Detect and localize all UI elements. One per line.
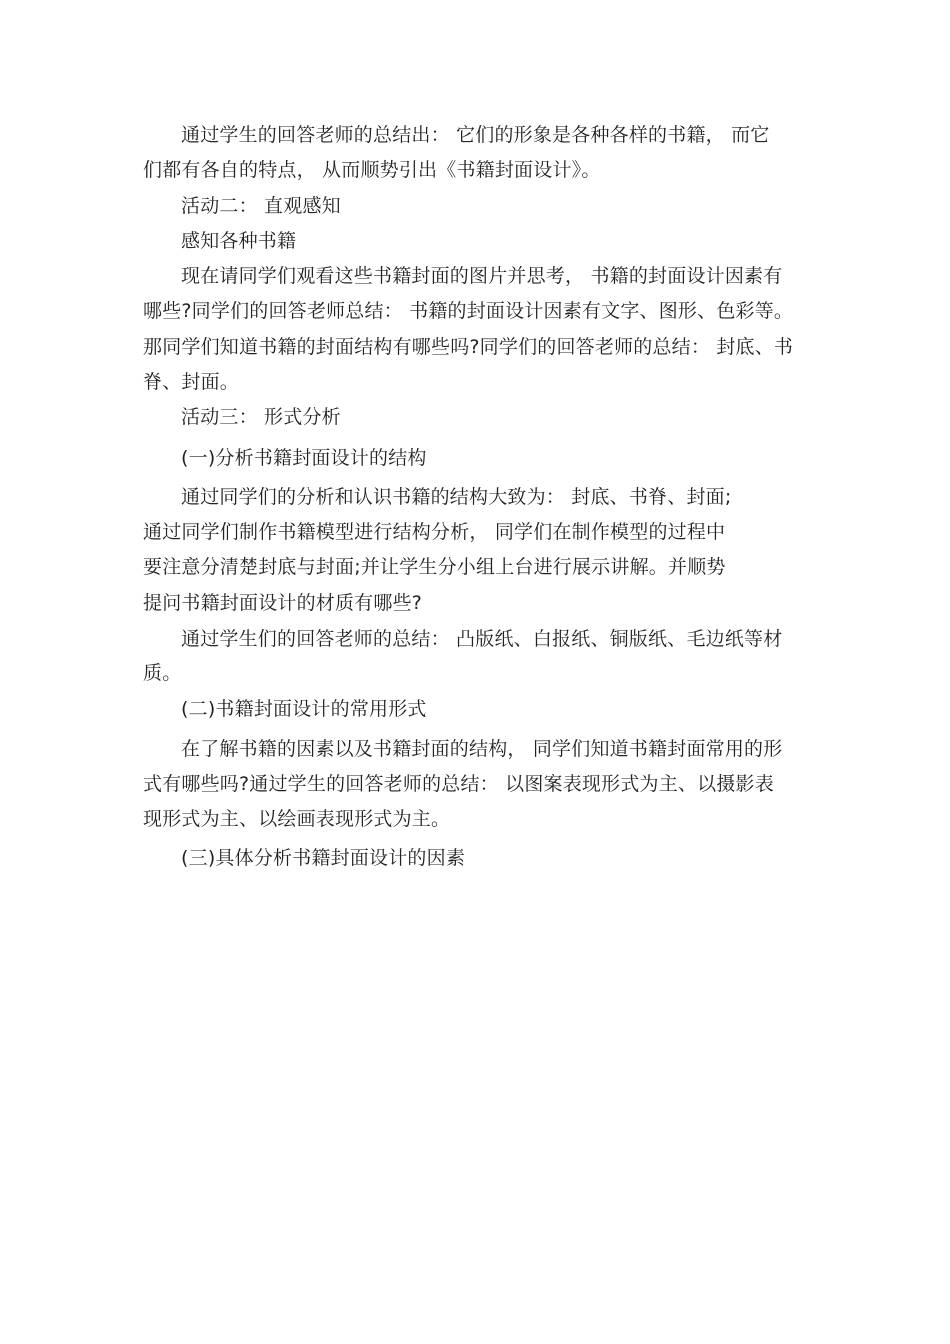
subheading: (二)书籍封面设计的常用形式	[181, 698, 427, 720]
text-line: 通过同学们制作书籍模型进行结构分析， 同学们在制作模型的过程中	[143, 521, 726, 543]
text-line: 那同学们知道书籍的封面结构有哪些吗?同学们的回答老师的总结： 封底、书	[143, 336, 794, 358]
section-heading: 活动二： 直观感知	[181, 195, 341, 217]
text-line: 们都有各自的特点， 从而顺势引出《书籍封面设计》。	[143, 159, 601, 181]
text-line: 现在请同学们观看这些书籍封面的图片并思考， 书籍的封面设计因素有	[181, 265, 783, 287]
subheading: (一)分析书籍封面设计的结构	[181, 447, 427, 469]
text-line: 要注意分清楚封底与封面;并让学生分小组上台进行展示讲解。并顺势	[143, 556, 726, 578]
text-line: 通过学生们的回答老师的总结： 凸版纸、白报纸、铜版纸、毛边纸等材	[181, 628, 783, 650]
text-line: 通过学生的回答老师的总结出： 它们的形象是各种各样的书籍， 而它	[181, 124, 770, 146]
section-heading: 活动三： 形式分析	[181, 406, 341, 428]
text-line: 在了解书籍的因素以及书籍封面的结构， 同学们知道书籍封面常用的形	[181, 738, 783, 760]
text-line: 哪些?同学们的回答老师总结： 书籍的封面设计因素有文字、图形、色彩等。	[143, 300, 794, 322]
text-line: 脊、封面。	[143, 371, 240, 393]
text-line: 提问书籍封面设计的材质有哪些?	[143, 592, 423, 614]
subheading: 感知各种书籍	[181, 230, 297, 252]
text-line: 质。	[143, 662, 182, 684]
text-line: 现形式为主、以绘画表现形式为主。	[143, 808, 451, 830]
subheading: (三)具体分析书籍封面设计的因素	[181, 847, 466, 869]
text-line: 式有哪些吗?通过学生的回答老师的总结： 以图案表现形式为主、以摄影表	[143, 773, 774, 795]
text-line: 通过同学们的分析和认识书籍的结构大致为： 封底、书脊、封面;	[181, 486, 732, 508]
